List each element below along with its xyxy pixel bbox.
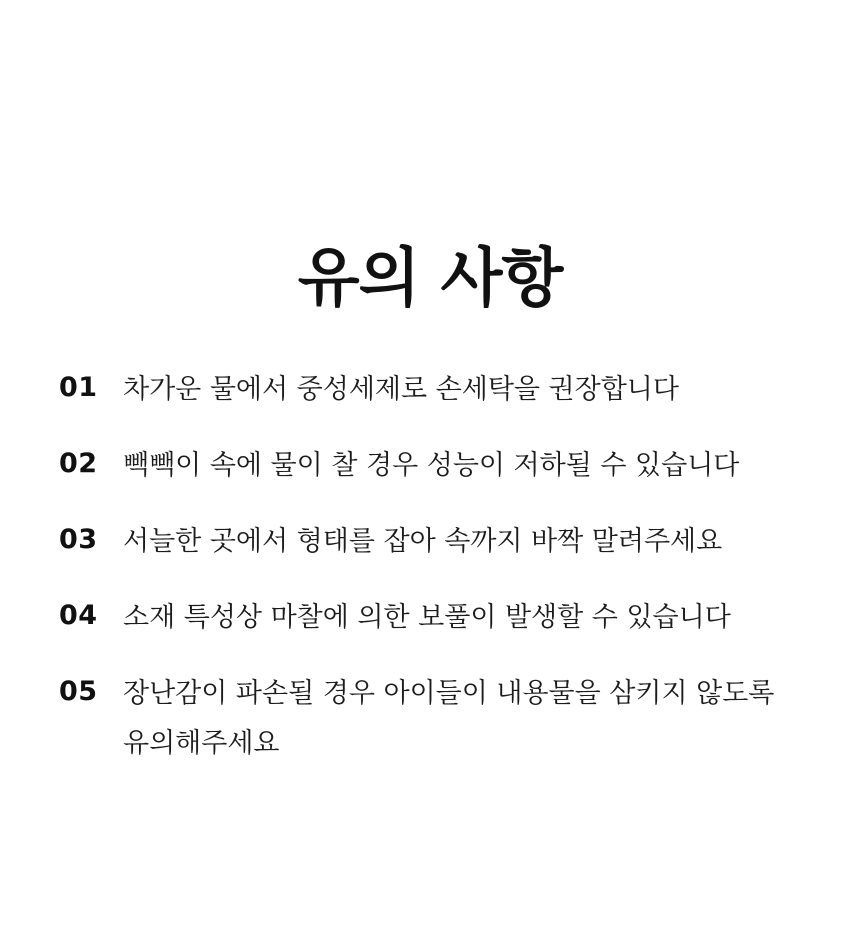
notice-item-02 xyxy=(59,441,819,491)
notice-text xyxy=(123,593,819,643)
notice-number: 05 xyxy=(59,676,98,707)
notice-item-01 xyxy=(59,365,819,415)
notice-text-line: 서늘한 곳에서 형태를 잡아 속까지 바짝 말려주세요 xyxy=(123,526,723,557)
notice-text xyxy=(123,365,819,415)
notice-number: 02 xyxy=(59,448,98,479)
page-title: 유의 사항 xyxy=(297,241,563,316)
notice-item-05 xyxy=(59,669,819,769)
notice-text-line: 유의해주세요 xyxy=(123,728,280,759)
notice-text xyxy=(123,669,819,769)
notice-text xyxy=(123,441,819,491)
notice-text-line: 차가운 물에서 중성세제로 손세탁을 권장합니다 xyxy=(123,374,679,405)
notice-text xyxy=(123,517,819,567)
notice-item-03 xyxy=(59,517,819,567)
notice-list xyxy=(59,365,819,795)
notice-number: 01 xyxy=(59,372,98,403)
notice-text-line: 소재 특성상 마찰에 의한 보풀이 발생할 수 있습니다 xyxy=(123,602,731,633)
notice-text-line: 빽빽이 속에 물이 찰 경우 성능이 저하될 수 있습니다 xyxy=(123,450,740,481)
notice-text-line: 장난감이 파손될 경우 아이들이 내용물을 삼키지 않도록 xyxy=(123,678,775,709)
notice-number: 04 xyxy=(59,600,98,631)
notice-number: 03 xyxy=(59,524,98,555)
notice-item-04 xyxy=(59,593,819,643)
